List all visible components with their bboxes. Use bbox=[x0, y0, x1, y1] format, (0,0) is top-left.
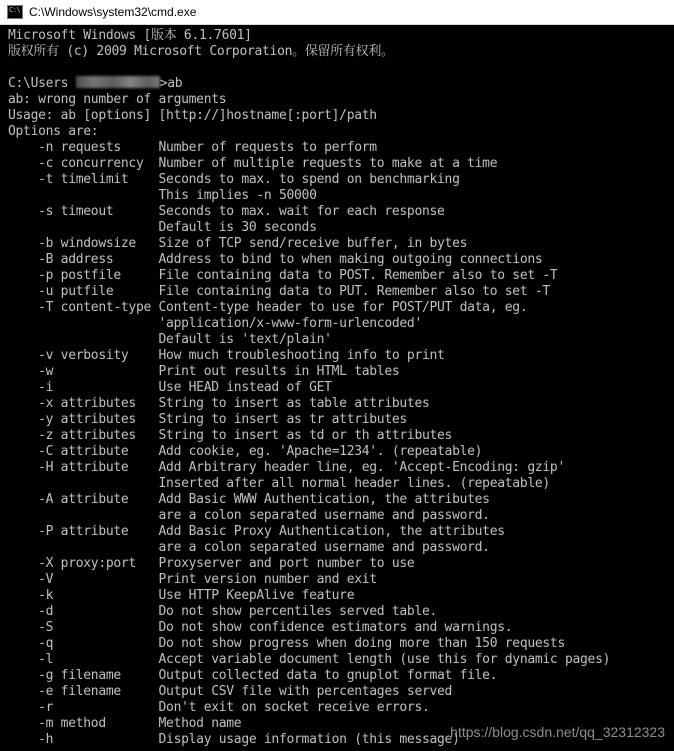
console-line: -t timelimit Seconds to max. to spend on benchmarking bbox=[8, 172, 460, 187]
console-line: -X proxy:port Proxyserver and port number to use bbox=[8, 556, 415, 571]
console-line: Microsoft Windows [版本 6.1.7601] bbox=[8, 28, 252, 43]
console-line: -H attribute Add Arbitrary header line, eg. 'Accept-Encoding: gzip' bbox=[8, 460, 565, 475]
console-line: -B address Address to bind to when making outgoing connections bbox=[8, 252, 543, 267]
console-line: -P attribute Add Basic Proxy Authentication, the attributes bbox=[8, 524, 505, 539]
prompt-path: C:\Users bbox=[8, 76, 69, 91]
console-line: -e filename Output CSV file with percentages served bbox=[8, 684, 453, 699]
console-line: -s timeout Seconds to max. wait for each response bbox=[8, 204, 445, 219]
console-lines bbox=[8, 28, 610, 748]
title-bar[interactable] bbox=[0, 0, 674, 25]
command-prompt-line bbox=[8, 76, 610, 92]
console-line: -q Do not show progress when doing more than 150 requests bbox=[8, 636, 565, 651]
console-output[interactable] bbox=[0, 25, 674, 751]
prompt-command: >ab bbox=[159, 76, 183, 91]
console-line: -C attribute Add cookie, eg. 'Apache=1234'. (repeatable) bbox=[8, 444, 483, 459]
console-line: -l Accept variable document length (use this for dynamic pages) bbox=[8, 652, 611, 667]
console-line: This implies -n 50000 bbox=[8, 188, 317, 203]
cmd-icon-label: C:\ bbox=[9, 6, 21, 14]
redacted-username bbox=[76, 76, 160, 88]
console-line: -m method Method name bbox=[8, 716, 242, 731]
console-line: 'application/x-www-form-urlencoded' bbox=[8, 316, 422, 331]
console-line: -c concurrency Number of multiple requests to make at a time bbox=[8, 156, 498, 171]
window-title: C:\Windows\system32\cmd.exe bbox=[29, 5, 197, 19]
console-line: -i Use HEAD instead of GET bbox=[8, 380, 332, 395]
console-line: Inserted after all normal header lines. (repeatable) bbox=[8, 476, 550, 491]
cmd-icon bbox=[7, 5, 23, 19]
console-line: -g filename Output collected data to gnuplot format file. bbox=[8, 668, 498, 683]
console-line: -A attribute Add Basic WWW Authentication, the attributes bbox=[8, 492, 490, 507]
console-line: -x attributes String to insert as table attributes bbox=[8, 396, 430, 411]
console-line: -b windowsize Size of TCP send/receive buffer, in bytes bbox=[8, 236, 468, 251]
console-line bbox=[8, 60, 610, 76]
console-line: -V Print version number and exit bbox=[8, 572, 377, 587]
watermark-url: https://blog.csdn.net/qq_32312323 bbox=[450, 724, 665, 740]
console-line: -z attributes String to insert as td or th attributes bbox=[8, 428, 453, 443]
console-line: -h Display usage information (this message) bbox=[8, 732, 460, 747]
console-line: Options are: bbox=[8, 124, 99, 139]
console-line: Usage: ab [options] [http://]hostname[:port]/path bbox=[8, 108, 377, 123]
console-line: -T content-type Content-type header to use for POST/PUT data, eg. bbox=[8, 300, 528, 315]
console-line: -u putfile File containing data to PUT. Remember also to set -T bbox=[8, 284, 550, 299]
console-line: -w Print out results in HTML tables bbox=[8, 364, 400, 379]
console-line: Default is 30 seconds bbox=[8, 220, 317, 235]
console-line: ab: wrong number of arguments bbox=[8, 92, 227, 107]
console-line: -d Do not show percentiles served table. bbox=[8, 604, 438, 619]
console-line: -y attributes String to insert as tr attributes bbox=[8, 412, 407, 427]
console-line: Default is 'text/plain' bbox=[8, 332, 332, 347]
console-line: -k Use HTTP KeepAlive feature bbox=[8, 588, 355, 603]
console-line: are a colon separated username and password. bbox=[8, 508, 490, 523]
console-line: -r Don't exit on socket receive errors. bbox=[8, 700, 430, 715]
console-line: -S Do not show confidence estimators and warnings. bbox=[8, 620, 513, 635]
console-line: are a colon separated username and password. bbox=[8, 540, 490, 555]
console-line: -p postfile File containing data to POST. Remember also to set -T bbox=[8, 268, 558, 283]
console-line: -v verbosity How much troubleshooting info to print bbox=[8, 348, 445, 363]
console-line: 版权所有 (c) 2009 Microsoft Corporation。保留所有权利。 bbox=[8, 44, 394, 59]
console-line: -n requests Number of requests to perform bbox=[8, 140, 377, 155]
